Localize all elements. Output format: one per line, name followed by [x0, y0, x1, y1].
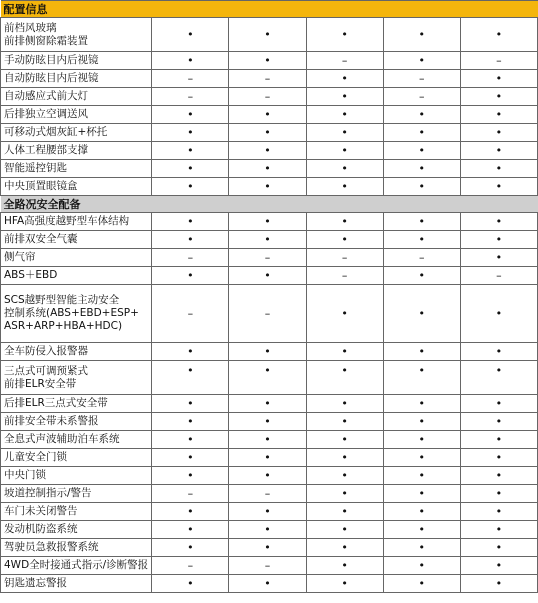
feature-label-text: 人体工程腰部支撑: [4, 144, 88, 156]
availability-cell: •: [460, 178, 537, 196]
availability-cell: •: [383, 178, 460, 196]
table-row: [1, 575, 538, 593]
availability-cell: –: [383, 249, 460, 267]
availability-cell: •: [152, 213, 229, 231]
feature-label: [1, 557, 152, 575]
availability-cell: •: [229, 124, 306, 142]
availability-cell: •: [229, 431, 306, 449]
availability-cell: •: [306, 431, 383, 449]
availability-cell: •: [460, 467, 537, 485]
feature-label-text: 全车防侵入报警器: [4, 345, 88, 357]
availability-cell: –: [152, 249, 229, 267]
availability-cell: •: [229, 267, 306, 285]
table-row: [1, 361, 538, 395]
table-row: [1, 449, 538, 467]
availability-cell: •: [383, 539, 460, 557]
feature-label: [1, 485, 152, 503]
feature-label-text: 钥匙遗忘警报: [4, 577, 67, 589]
availability-cell: •: [152, 267, 229, 285]
availability-cell: •: [460, 88, 537, 106]
availability-cell: •: [229, 18, 306, 52]
availability-cell: •: [306, 18, 383, 52]
availability-cell: •: [460, 485, 537, 503]
availability-cell: •: [306, 575, 383, 593]
availability-cell: •: [306, 521, 383, 539]
section-header: [1, 196, 538, 213]
availability-cell: •: [152, 361, 229, 395]
feature-label-text: 后排ELR三点式安全带: [4, 397, 108, 409]
feature-label: [1, 213, 152, 231]
availability-cell: •: [229, 467, 306, 485]
availability-cell: •: [383, 361, 460, 395]
spec-table-body: [1, 1, 538, 593]
feature-label-text: 全息式声波辅助泊车系统: [4, 433, 120, 445]
availability-cell: •: [229, 575, 306, 593]
table-row: [1, 539, 538, 557]
feature-label: [1, 70, 152, 88]
availability-cell: •: [306, 213, 383, 231]
feature-label-text: 后排独立空调送风: [4, 108, 88, 120]
availability-cell: •: [152, 503, 229, 521]
feature-label-text: 发动机防盗系统: [4, 523, 78, 535]
availability-cell: –: [229, 249, 306, 267]
feature-label-text: 中央顶置眼镜盒: [4, 180, 78, 192]
availability-cell: •: [460, 231, 537, 249]
availability-cell: –: [306, 267, 383, 285]
availability-cell: •: [383, 575, 460, 593]
availability-cell: •: [229, 521, 306, 539]
table-row: [1, 413, 538, 431]
availability-cell: •: [383, 160, 460, 178]
availability-cell: •: [306, 343, 383, 361]
availability-cell: •: [229, 449, 306, 467]
feature-label-text: HFA高强度越野型车体结构: [4, 215, 130, 227]
feature-label: [1, 521, 152, 539]
availability-cell: •: [306, 124, 383, 142]
feature-label-text: ABS＋EBD: [4, 269, 58, 281]
availability-cell: •: [229, 539, 306, 557]
availability-cell: •: [152, 575, 229, 593]
feature-label: [1, 52, 152, 70]
availability-cell: •: [460, 142, 537, 160]
feature-label: [1, 361, 152, 395]
feature-label-text: 坡道控制指示/警告: [4, 487, 92, 499]
feature-label-text: 智能遥控钥匙: [4, 162, 67, 174]
feature-label: [1, 575, 152, 593]
availability-cell: •: [152, 413, 229, 431]
availability-cell: •: [152, 18, 229, 52]
availability-cell: •: [460, 160, 537, 178]
availability-cell: –: [229, 285, 306, 343]
table-row: [1, 178, 538, 196]
availability-cell: •: [460, 521, 537, 539]
table-row: [1, 70, 538, 88]
availability-cell: •: [460, 361, 537, 395]
table-row: [1, 18, 538, 52]
availability-cell: •: [152, 52, 229, 70]
availability-cell: •: [152, 521, 229, 539]
availability-cell: •: [152, 395, 229, 413]
table-row: [1, 343, 538, 361]
feature-label: [1, 142, 152, 160]
table-row: [1, 521, 538, 539]
availability-cell: •: [152, 106, 229, 124]
availability-cell: •: [306, 106, 383, 124]
availability-cell: •: [460, 124, 537, 142]
availability-cell: •: [152, 467, 229, 485]
availability-cell: –: [152, 70, 229, 88]
table-row: [1, 285, 538, 343]
availability-cell: •: [152, 539, 229, 557]
availability-cell: •: [460, 285, 537, 343]
availability-cell: •: [383, 557, 460, 575]
availability-cell: •: [152, 449, 229, 467]
availability-cell: •: [229, 395, 306, 413]
availability-cell: •: [460, 431, 537, 449]
table-row: [1, 88, 538, 106]
availability-cell: •: [152, 431, 229, 449]
feature-label: [1, 503, 152, 521]
availability-cell: •: [460, 106, 537, 124]
feature-label: [1, 160, 152, 178]
availability-cell: •: [306, 539, 383, 557]
table-row: [1, 431, 538, 449]
availability-cell: •: [383, 503, 460, 521]
table-row: [1, 213, 538, 231]
availability-cell: •: [229, 178, 306, 196]
availability-cell: –: [306, 52, 383, 70]
availability-cell: •: [460, 413, 537, 431]
availability-cell: •: [383, 142, 460, 160]
feature-label: [1, 431, 152, 449]
availability-cell: –: [152, 88, 229, 106]
availability-cell: •: [383, 267, 460, 285]
availability-cell: •: [383, 213, 460, 231]
feature-label: [1, 106, 152, 124]
availability-cell: –: [152, 485, 229, 503]
feature-label: [1, 18, 152, 52]
table-row: [1, 106, 538, 124]
feature-label-text: 可移动式烟灰缸+杯托: [4, 126, 108, 138]
availability-cell: •: [306, 88, 383, 106]
feature-label-text: 驾驶员急救报警系统: [4, 541, 99, 553]
section-title: 配置信息: [1, 1, 538, 18]
availability-cell: •: [229, 213, 306, 231]
table-row: [1, 142, 538, 160]
availability-cell: –: [383, 88, 460, 106]
availability-cell: •: [460, 395, 537, 413]
availability-cell: •: [383, 231, 460, 249]
availability-cell: •: [460, 449, 537, 467]
availability-cell: •: [152, 142, 229, 160]
availability-cell: •: [229, 142, 306, 160]
availability-cell: •: [229, 231, 306, 249]
feature-label: [1, 413, 152, 431]
availability-cell: •: [460, 18, 537, 52]
availability-cell: •: [383, 467, 460, 485]
feature-label-text: 前排双安全气囊: [4, 233, 78, 245]
availability-cell: •: [383, 431, 460, 449]
availability-cell: •: [383, 285, 460, 343]
availability-cell: •: [460, 575, 537, 593]
availability-cell: •: [229, 503, 306, 521]
availability-cell: •: [383, 343, 460, 361]
availability-cell: •: [229, 361, 306, 395]
availability-cell: •: [306, 395, 383, 413]
availability-cell: •: [383, 413, 460, 431]
availability-cell: •: [306, 503, 383, 521]
feature-label-text: 自动防眩目内后视镜: [4, 72, 99, 84]
availability-cell: •: [152, 231, 229, 249]
availability-cell: •: [460, 343, 537, 361]
availability-cell: •: [306, 178, 383, 196]
feature-label: [1, 178, 152, 196]
feature-label-text: 4WD全时接通式指示/诊断警报: [4, 559, 149, 571]
table-row: [1, 503, 538, 521]
table-row: [1, 485, 538, 503]
feature-label: [1, 249, 152, 267]
availability-cell: •: [306, 231, 383, 249]
availability-cell: •: [306, 413, 383, 431]
availability-cell: –: [229, 485, 306, 503]
table-row: [1, 557, 538, 575]
table-row: [1, 267, 538, 285]
availability-cell: •: [383, 18, 460, 52]
feature-label: [1, 124, 152, 142]
feature-label: [1, 88, 152, 106]
availability-cell: •: [383, 106, 460, 124]
table-row: [1, 249, 538, 267]
feature-label: [1, 285, 152, 343]
section-title: 全路况安全配备: [1, 196, 538, 213]
feature-label: [1, 343, 152, 361]
availability-cell: •: [152, 160, 229, 178]
availability-cell: •: [383, 124, 460, 142]
availability-cell: •: [306, 70, 383, 88]
availability-cell: –: [229, 557, 306, 575]
feature-label: [1, 449, 152, 467]
feature-label-text: 车门未关闭警告: [4, 505, 78, 517]
feature-label-text: 儿童安全门锁: [4, 451, 67, 463]
feature-label-text: 前档风玻璃 前排侧窗除霜装置: [4, 21, 88, 47]
feature-label-text: 自动感应式前大灯: [4, 90, 88, 102]
availability-cell: •: [306, 449, 383, 467]
availability-cell: –: [383, 70, 460, 88]
availability-cell: •: [306, 361, 383, 395]
feature-label: [1, 231, 152, 249]
availability-cell: •: [460, 249, 537, 267]
feature-label: [1, 395, 152, 413]
availability-cell: –: [229, 88, 306, 106]
feature-label-text: SCS越野型智能主动安全 控制系统(ABS+EBD+ESP+ ASR+ARP+HBA+HDC): [4, 294, 139, 332]
availability-cell: –: [152, 285, 229, 343]
availability-cell: •: [460, 539, 537, 557]
feature-label-text: 手动防眩目内后视镜: [4, 54, 99, 66]
availability-cell: –: [306, 249, 383, 267]
availability-cell: •: [383, 395, 460, 413]
table-row: [1, 231, 538, 249]
availability-cell: –: [152, 557, 229, 575]
table-row: [1, 160, 538, 178]
availability-cell: •: [306, 160, 383, 178]
availability-cell: •: [383, 52, 460, 70]
table-row: [1, 124, 538, 142]
availability-cell: •: [229, 52, 306, 70]
availability-cell: •: [229, 106, 306, 124]
availability-cell: •: [460, 503, 537, 521]
table-row: [1, 467, 538, 485]
feature-label-text: 中央门锁: [4, 469, 46, 481]
availability-cell: –: [460, 52, 537, 70]
availability-cell: •: [383, 521, 460, 539]
availability-cell: •: [152, 124, 229, 142]
availability-cell: •: [383, 449, 460, 467]
availability-cell: •: [152, 343, 229, 361]
feature-label: [1, 267, 152, 285]
availability-cell: •: [306, 142, 383, 160]
availability-cell: •: [152, 178, 229, 196]
availability-cell: •: [306, 285, 383, 343]
availability-cell: •: [383, 485, 460, 503]
availability-cell: •: [460, 70, 537, 88]
section-header: [1, 1, 538, 18]
availability-cell: •: [306, 467, 383, 485]
availability-cell: •: [229, 413, 306, 431]
table-row: [1, 52, 538, 70]
availability-cell: •: [306, 485, 383, 503]
availability-cell: –: [460, 267, 537, 285]
availability-cell: •: [306, 557, 383, 575]
feature-label-text: 前排安全带未系警报: [4, 415, 99, 427]
availability-cell: •: [460, 213, 537, 231]
availability-cell: –: [229, 70, 306, 88]
table-row: [1, 395, 538, 413]
feature-label: [1, 539, 152, 557]
feature-label: [1, 467, 152, 485]
feature-label-text: 侧气帘: [4, 251, 36, 263]
availability-cell: •: [460, 557, 537, 575]
feature-label-text: 三点式可调预紧式 前排ELR安全带: [4, 364, 88, 390]
availability-cell: •: [229, 160, 306, 178]
availability-cell: •: [229, 343, 306, 361]
